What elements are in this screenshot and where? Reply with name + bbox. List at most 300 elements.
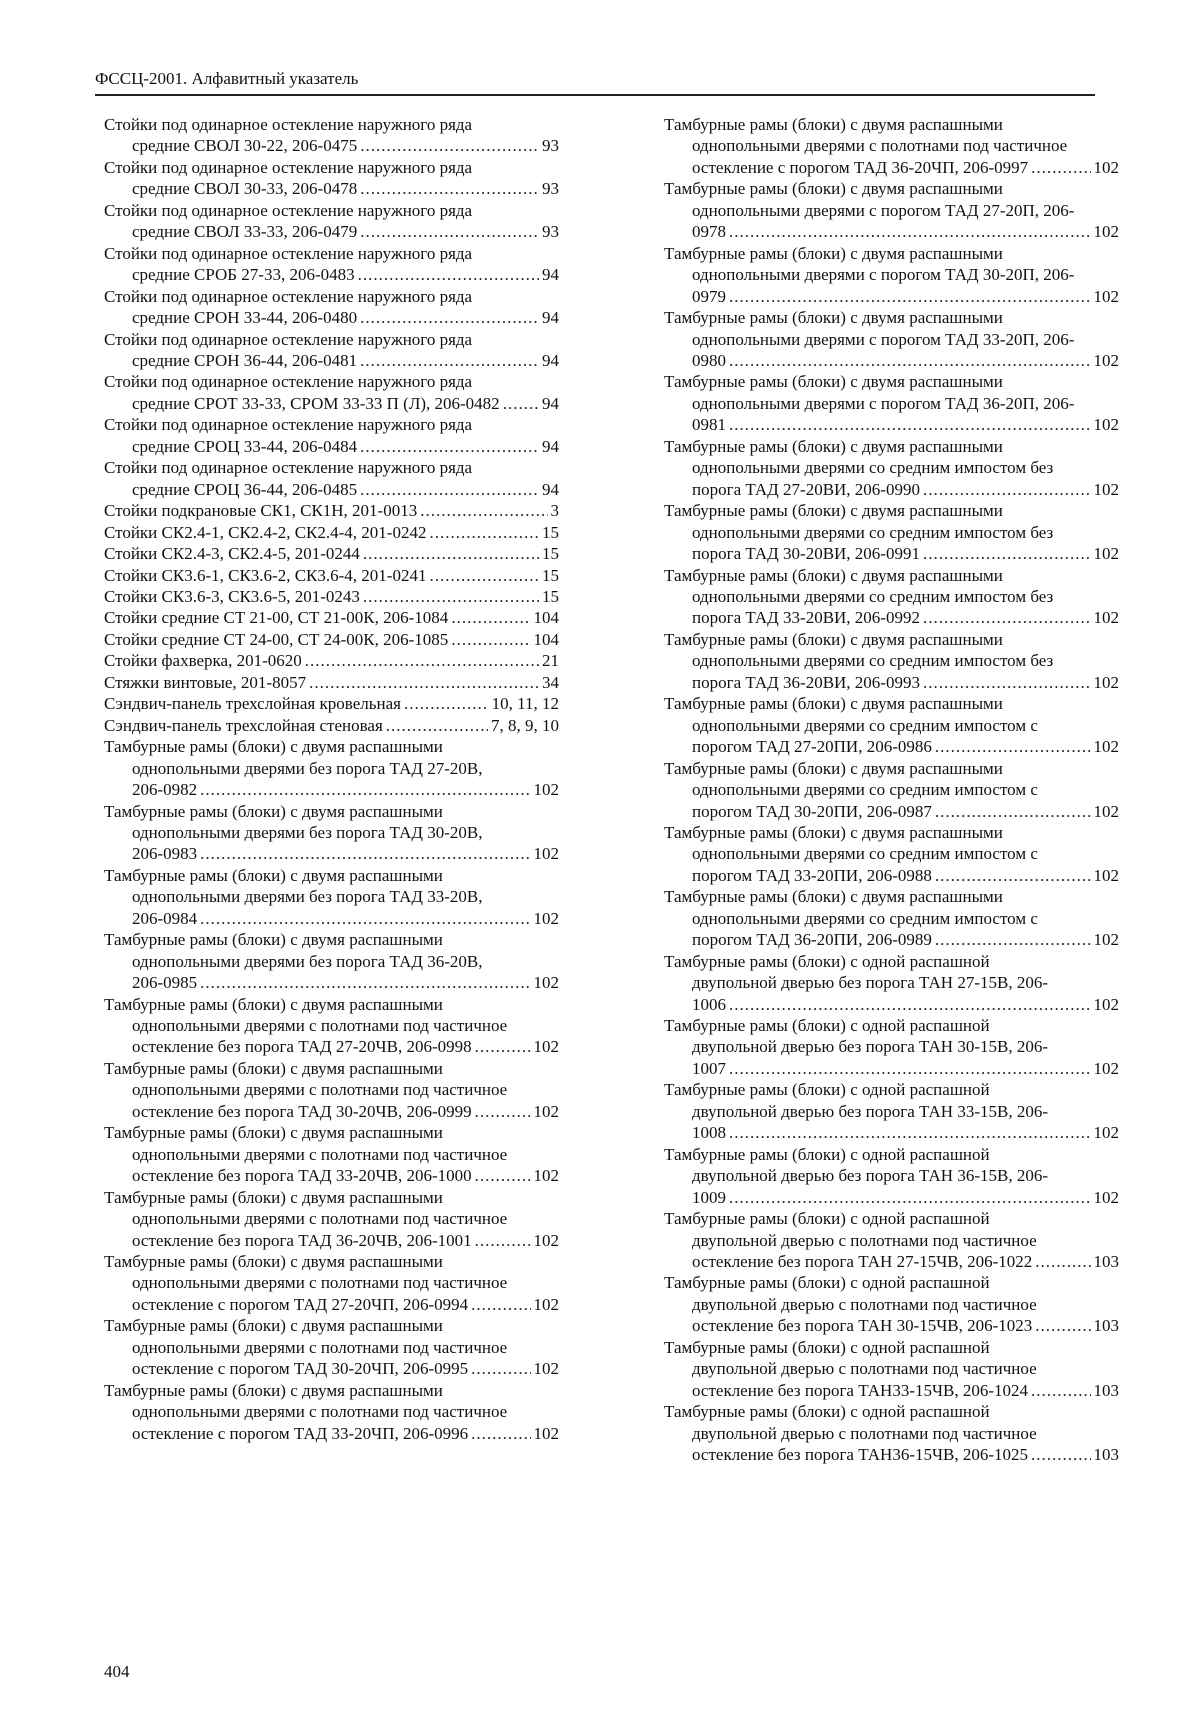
index-entry xyxy=(664,629,1119,693)
entry-line: двупольной дверью без порога ТАН 36-15В, 206- xyxy=(692,1166,1048,1186)
entry-page-ref: 94 xyxy=(542,479,559,499)
dot-leader xyxy=(923,479,1091,500)
index-entry xyxy=(664,565,1119,629)
dot-leader xyxy=(200,843,530,864)
entry-text: Сэндвич-панель трехслойная кровельная xyxy=(104,694,401,714)
entry-line: однопольными дверями с полотнами под частичное xyxy=(132,1337,508,1357)
entry-last-line xyxy=(664,607,1119,628)
entry-text: Стойки СК3.6-3, СК3.6-5, 201-0243 xyxy=(104,586,360,606)
entry-page-ref: 15 xyxy=(542,544,559,564)
entry-text: средние СРОЦ 36-44, 206-0485 xyxy=(132,479,358,499)
entry-line: однопольными дверями с полотнами под частичное xyxy=(132,1144,508,1164)
entry-text: остекление без порога ТАН 30-15ЧВ, 206-1023 xyxy=(692,1316,1033,1336)
entry-page-ref: 102 xyxy=(1093,672,1119,692)
entry-page-ref: 102 xyxy=(533,1230,559,1250)
dot-leader xyxy=(471,1294,530,1315)
dot-leader xyxy=(729,1187,1091,1208)
entry-line: Тамбурные рамы (блоки) с одной распашной xyxy=(664,951,990,971)
entry-line: однопольными дверями без порога ТАД 27-20В, xyxy=(132,758,483,778)
entry-line: двупольной дверью с полотнами под частичное xyxy=(692,1294,1037,1314)
entry-last-line xyxy=(104,908,559,929)
entry-text: остекление с порогом ТАД 33-20ЧП, 206-0996 xyxy=(132,1423,469,1443)
entry-line: однопольными дверями с полотнами под частичное xyxy=(132,1209,508,1229)
entry-last-line xyxy=(104,715,559,736)
entry-last-line xyxy=(104,436,559,457)
index-entry xyxy=(104,286,559,329)
dot-leader xyxy=(729,350,1091,371)
entry-line: однопольными дверями с полотнами под частичное xyxy=(132,1273,508,1293)
entry-line: двупольной дверью без порога ТАН 30-15В, 206- xyxy=(692,1037,1048,1057)
index-entry xyxy=(664,822,1119,886)
dot-leader xyxy=(935,801,1091,822)
dot-leader xyxy=(1031,1380,1090,1401)
dot-leader xyxy=(363,586,539,607)
index-entry xyxy=(664,436,1119,500)
entry-last-line xyxy=(104,479,559,500)
entry-line: Стойки под одинарное остекление наружного ряда xyxy=(104,115,473,134)
dot-leader xyxy=(1035,1251,1090,1272)
dot-leader xyxy=(1031,157,1090,178)
index-entry xyxy=(104,1251,559,1315)
index-entry xyxy=(664,371,1119,435)
entry-text: остекление с порогом ТАД 27-20ЧП, 206-0994 xyxy=(132,1294,469,1314)
dot-leader xyxy=(475,1101,531,1122)
entry-last-line xyxy=(664,1187,1119,1208)
entry-last-line xyxy=(104,1165,559,1186)
entry-text: 0979 xyxy=(692,286,726,306)
entry-line: однопольными дверями со средним импостом с xyxy=(692,715,1038,735)
entry-page-ref: 102 xyxy=(1093,1187,1119,1207)
entry-text: Сэндвич-панель трехслойная стеновая xyxy=(104,715,383,735)
entry-last-line xyxy=(104,500,559,521)
index-entry xyxy=(104,500,559,521)
index-entry xyxy=(104,607,559,628)
entry-text: Стойки средние СТ 21-00, СТ 21-00К, 206-1084 xyxy=(104,608,449,628)
dot-leader xyxy=(386,715,488,736)
index-entry xyxy=(104,586,559,607)
entry-page-ref: 102 xyxy=(1093,1123,1119,1143)
index-entry xyxy=(104,672,559,693)
entry-last-line xyxy=(664,286,1119,307)
entry-last-line xyxy=(664,672,1119,693)
index-entry xyxy=(104,650,559,671)
entry-text: Стойки СК3.6-1, СК3.6-2, СК3.6-4, 201-0241 xyxy=(104,565,427,585)
index-entry xyxy=(104,994,559,1058)
dot-leader xyxy=(1035,1315,1090,1336)
entry-line: Стойки под одинарное остекление наружного ряда xyxy=(104,286,473,306)
entry-last-line xyxy=(664,929,1119,950)
entry-line: однопольными дверями с порогом ТАД 33-20П, 206- xyxy=(692,329,1075,349)
entry-last-line xyxy=(664,1122,1119,1143)
entry-line: Тамбурные рамы (блоки) с двумя распашными xyxy=(104,801,443,821)
entry-text: средние СРОН 36-44, 206-0481 xyxy=(132,350,358,370)
entry-line: Тамбурные рамы (блоки) с двумя распашными xyxy=(104,1380,443,1400)
entry-last-line xyxy=(664,543,1119,564)
dot-leader xyxy=(729,1058,1091,1079)
entry-last-line xyxy=(664,157,1119,178)
index-entry xyxy=(664,1208,1119,1272)
entry-line: однопольными дверями с полотнами под частичное xyxy=(132,1402,508,1422)
entry-text: средние СВОЛ 30-22, 206-0475 xyxy=(132,136,358,156)
entry-line: однопольными дверями со средним импостом с xyxy=(692,844,1038,864)
entry-last-line xyxy=(664,1444,1119,1465)
dot-leader xyxy=(360,436,539,457)
entry-text: 1007 xyxy=(692,1058,726,1078)
entry-text: порогом ТАД 27-20ПИ, 206-0986 xyxy=(692,737,932,757)
entry-line: Тамбурные рамы (блоки) с двумя распашными xyxy=(664,436,1003,456)
entry-text: порогом ТАД 36-20ПИ, 206-0989 xyxy=(692,930,932,950)
entry-line: Тамбурные рамы (блоки) с двумя распашными xyxy=(664,179,1003,199)
entry-last-line xyxy=(104,221,559,242)
running-header: ФССЦ-2001. Алфавитный указатель xyxy=(95,69,359,88)
index-entry xyxy=(664,243,1119,307)
entry-line: Тамбурные рамы (блоки) с двумя распашными xyxy=(664,887,1003,907)
entry-last-line xyxy=(104,178,559,199)
entry-text: 206-0982 xyxy=(132,780,198,800)
dot-leader xyxy=(200,779,530,800)
entry-page-ref: 102 xyxy=(1093,157,1119,177)
entry-text: порога ТАД 36-20ВИ, 206-0993 xyxy=(692,672,920,692)
entry-line: Тамбурные рамы (блоки) с одной распашной xyxy=(664,1209,990,1229)
entry-text: 1008 xyxy=(692,1123,726,1143)
index-entry xyxy=(664,178,1119,242)
entry-page-ref: 102 xyxy=(1093,801,1119,821)
entry-line: Стойки под одинарное остекление наружного ряда xyxy=(104,415,473,435)
entry-line: Стойки под одинарное остекление наружного ряда xyxy=(104,157,473,177)
dot-leader xyxy=(451,629,530,650)
entry-line: Тамбурные рамы (блоки) с двумя распашными xyxy=(664,372,1003,392)
entry-page-ref: 102 xyxy=(533,1423,559,1443)
entry-text: остекление без порога ТАД 36-20ЧВ, 206-1001 xyxy=(132,1230,472,1250)
dot-leader xyxy=(471,1358,530,1379)
entry-text: средние СВОЛ 30-33, 206-0478 xyxy=(132,179,358,199)
index-entry xyxy=(104,200,559,243)
index-entry xyxy=(104,736,559,800)
entry-line: двупольной дверью с полотнами под частичное xyxy=(692,1423,1037,1443)
entry-last-line xyxy=(104,350,559,371)
dot-leader xyxy=(429,565,539,586)
dot-leader xyxy=(200,908,530,929)
entry-line: однопольными дверями без порога ТАД 30-20В, xyxy=(132,822,483,842)
entry-text: средние СВОЛ 33-33, 206-0479 xyxy=(132,222,358,242)
entry-line: Тамбурные рамы (блоки) с двумя распашными xyxy=(664,822,1003,842)
index-entry xyxy=(104,929,559,993)
entry-page-ref: 102 xyxy=(1093,544,1119,564)
index-entry xyxy=(104,157,559,200)
entry-last-line xyxy=(104,264,559,285)
entry-line: Тамбурные рамы (блоки) с одной распашной xyxy=(664,1402,990,1422)
entry-line: Тамбурные рамы (блоки) с одной распашной xyxy=(664,1337,990,1357)
entry-last-line xyxy=(104,307,559,328)
entry-line: Стойки под одинарное остекление наружного ряда xyxy=(104,458,473,478)
entry-text: 206-0985 xyxy=(132,973,198,993)
entry-line: Стойки под одинарное остекление наружного ряда xyxy=(104,372,473,392)
entry-text: 0978 xyxy=(692,222,726,242)
entry-page-ref: 94 xyxy=(542,265,559,285)
entry-line: Тамбурные рамы (блоки) с двумя распашными xyxy=(664,629,1003,649)
entry-line: Тамбурные рамы (блоки) с двумя распашными xyxy=(664,115,1003,134)
entry-text: остекление без порога ТАН 27-15ЧВ, 206-1022 xyxy=(692,1252,1033,1272)
entry-line: однопольными дверями с порогом ТАД 27-20П, 206- xyxy=(692,200,1075,220)
entry-line: однопольными дверями с полотнами под частичное xyxy=(692,136,1068,156)
entry-last-line xyxy=(104,1101,559,1122)
entry-text: 0981 xyxy=(692,415,726,435)
entry-page-ref: 93 xyxy=(542,222,559,242)
index-entry xyxy=(664,886,1119,950)
index-entry xyxy=(104,1058,559,1122)
entry-page-ref: 102 xyxy=(1093,865,1119,885)
dot-leader xyxy=(935,736,1091,757)
entry-text: средние СРОТ 33-33, СРОМ 33-33 П (Л), 206-0482 xyxy=(132,393,500,413)
index-entry xyxy=(104,715,559,736)
entry-page-ref: 103 xyxy=(1093,1380,1119,1400)
entry-text: Стойки средние СТ 24-00, СТ 24-00К, 206-1085 xyxy=(104,629,449,649)
dot-leader xyxy=(503,393,539,414)
entry-last-line xyxy=(664,1315,1119,1336)
dot-leader xyxy=(360,350,539,371)
entry-text: остекление с порогом ТАД 36-20ЧП, 206-0997 xyxy=(692,157,1029,177)
entry-page-ref: 94 xyxy=(542,308,559,328)
index-entry xyxy=(104,1380,559,1444)
dot-leader xyxy=(729,414,1091,435)
entry-line: однопольными дверями со средним импостом с xyxy=(692,780,1038,800)
index-entry xyxy=(104,1187,559,1251)
dot-leader xyxy=(420,500,547,521)
index-entry xyxy=(104,1315,559,1379)
dot-leader xyxy=(360,135,539,156)
index-entry xyxy=(104,1122,559,1186)
entry-page-ref: 7, 8, 9, 10 xyxy=(491,715,559,735)
entry-page-ref: 103 xyxy=(1093,1445,1119,1465)
entry-page-ref: 102 xyxy=(533,844,559,864)
entry-text: Стойки подкрановые СК1, СК1Н, 201-0013 xyxy=(104,501,418,521)
entry-text: 206-0983 xyxy=(132,844,198,864)
entry-page-ref: 102 xyxy=(533,1294,559,1314)
dot-leader xyxy=(935,929,1091,950)
entry-page-ref: 103 xyxy=(1093,1316,1119,1336)
entry-last-line xyxy=(104,650,559,671)
entry-page-ref: 102 xyxy=(533,1359,559,1379)
entry-line: Тамбурные рамы (блоки) с двумя распашными xyxy=(664,243,1003,263)
entry-last-line xyxy=(104,1294,559,1315)
entry-page-ref: 94 xyxy=(542,350,559,370)
entry-text: средние СРОЦ 33-44, 206-0484 xyxy=(132,436,358,456)
entry-last-line xyxy=(664,221,1119,242)
entry-text: остекление с порогом ТАД 30-20ЧП, 206-0995 xyxy=(132,1359,469,1379)
entry-last-line xyxy=(664,1251,1119,1272)
dot-leader xyxy=(923,607,1091,628)
dot-leader xyxy=(475,1036,531,1057)
entry-page-ref: 102 xyxy=(533,1037,559,1057)
dot-leader xyxy=(475,1230,531,1251)
index-entry xyxy=(104,371,559,414)
entry-last-line xyxy=(104,1230,559,1251)
entry-page-ref: 102 xyxy=(533,780,559,800)
entry-last-line xyxy=(104,1358,559,1379)
entry-line: однопольными дверями с полотнами под частичное xyxy=(132,1080,508,1100)
entry-text: 206-0984 xyxy=(132,908,198,928)
entry-line: Тамбурные рамы (блоки) с двумя распашными xyxy=(104,737,443,757)
entry-page-ref: 21 xyxy=(542,651,559,671)
entry-text: средние СРОН 33-44, 206-0480 xyxy=(132,308,358,328)
entry-page-ref: 102 xyxy=(533,1166,559,1186)
entry-line: Тамбурные рамы (блоки) с двумя распашными xyxy=(104,865,443,885)
entry-last-line xyxy=(104,522,559,543)
entry-line: Тамбурные рамы (блоки) с двумя распашными xyxy=(664,308,1003,328)
entry-text: порога ТАД 30-20ВИ, 206-0991 xyxy=(692,544,920,564)
entry-last-line xyxy=(664,736,1119,757)
entry-line: двупольной дверью с полотнами под частичное xyxy=(692,1359,1037,1379)
dot-leader xyxy=(923,672,1091,693)
entry-page-ref: 102 xyxy=(1093,415,1119,435)
entry-last-line xyxy=(104,972,559,993)
dot-leader xyxy=(363,543,539,564)
entry-last-line xyxy=(104,586,559,607)
entry-page-ref: 15 xyxy=(542,522,559,542)
entry-line: Тамбурные рамы (блоки) с двумя распашными xyxy=(664,565,1003,585)
entry-text: Стойки СК2.4-1, СК2.4-2, СК2.4-4, 201-0242 xyxy=(104,522,427,542)
entry-text: 1009 xyxy=(692,1187,726,1207)
dot-leader xyxy=(1031,1444,1090,1465)
entry-text: Стяжки винтовые, 201-8057 xyxy=(104,672,307,692)
index-entry xyxy=(664,951,1119,1015)
dot-leader xyxy=(923,543,1091,564)
entry-line: Стойки под одинарное остекление наружного ряда xyxy=(104,329,473,349)
entry-page-ref: 34 xyxy=(542,672,559,692)
entry-line: Тамбурные рамы (блоки) с двумя распашными xyxy=(664,758,1003,778)
entry-text: остекление без порога ТАД 33-20ЧВ, 206-1000 xyxy=(132,1166,472,1186)
entry-page-ref: 15 xyxy=(542,586,559,606)
dot-leader xyxy=(305,650,539,671)
dot-leader xyxy=(360,307,539,328)
dot-leader xyxy=(729,1122,1091,1143)
entry-text: порога ТАД 27-20ВИ, 206-0990 xyxy=(692,479,920,499)
entry-line: двупольной дверью без порога ТАН 33-15В, 206- xyxy=(692,1101,1048,1121)
entry-line: Стойки под одинарное остекление наружного ряда xyxy=(104,200,473,220)
entry-line: двупольной дверью без порога ТАН 27-15В, 206- xyxy=(692,973,1048,993)
index-entry xyxy=(104,801,559,865)
entry-line: Тамбурные рамы (блоки) с двумя распашными xyxy=(104,1316,443,1336)
entry-text: 0980 xyxy=(692,350,726,370)
entry-line: Тамбурные рамы (блоки) с двумя распашными xyxy=(664,694,1003,714)
dot-leader xyxy=(471,1423,530,1444)
entry-page-ref: 102 xyxy=(1093,350,1119,370)
entry-text: остекление без порога ТАД 30-20ЧВ, 206-0999 xyxy=(132,1101,472,1121)
entry-page-ref: 3 xyxy=(550,501,559,521)
entry-line: Тамбурные рамы (блоки) с двумя распашными xyxy=(104,994,443,1014)
entry-text: средние СРОБ 27-33, 206-0483 xyxy=(132,265,355,285)
entry-last-line xyxy=(664,479,1119,500)
entry-page-ref: 102 xyxy=(1093,479,1119,499)
entry-page-ref: 102 xyxy=(1093,737,1119,757)
entry-page-ref: 102 xyxy=(533,973,559,993)
entry-page-ref: 102 xyxy=(1093,222,1119,242)
entry-text: Стойки СК2.4-3, СК2.4-5, 201-0244 xyxy=(104,544,360,564)
index-column-left xyxy=(104,114,559,1444)
entry-text: остекление без порога ТАД 27-20ЧВ, 206-0998 xyxy=(132,1037,472,1057)
entry-page-ref: 102 xyxy=(1093,286,1119,306)
entry-last-line xyxy=(104,1036,559,1057)
entry-page-ref: 102 xyxy=(1093,1058,1119,1078)
entry-last-line xyxy=(664,350,1119,371)
dot-leader xyxy=(451,607,530,628)
index-entry xyxy=(104,865,559,929)
index-entry xyxy=(104,414,559,457)
entry-page-ref: 94 xyxy=(542,393,559,413)
entry-page-ref: 102 xyxy=(1093,608,1119,628)
dot-leader xyxy=(729,221,1091,242)
entry-page-ref: 15 xyxy=(542,565,559,585)
index-entry xyxy=(664,307,1119,371)
page-number: 404 xyxy=(104,1662,130,1681)
entry-line: Тамбурные рамы (блоки) с двумя распашными xyxy=(104,1123,443,1143)
entry-page-ref: 93 xyxy=(542,179,559,199)
dot-leader xyxy=(935,865,1091,886)
index-entry xyxy=(664,758,1119,822)
entry-line: однопольными дверями с полотнами под частичное xyxy=(132,1016,508,1036)
entry-page-ref: 103 xyxy=(1093,1252,1119,1272)
entry-line: однопольными дверями со средним импостом без xyxy=(692,586,1054,606)
dot-leader xyxy=(729,994,1091,1015)
entry-text: остекление без порога ТАН33-15ЧВ, 206-1024 xyxy=(692,1380,1029,1400)
entry-last-line xyxy=(664,1058,1119,1079)
entry-line: однопольными дверями с порогом ТАД 30-20П, 206- xyxy=(692,265,1075,285)
entry-page-ref: 102 xyxy=(1093,994,1119,1014)
dot-leader xyxy=(475,1165,531,1186)
index-entry xyxy=(104,565,559,586)
index-entry xyxy=(664,1401,1119,1465)
header-rule xyxy=(95,94,1095,96)
entry-last-line xyxy=(104,779,559,800)
entry-last-line xyxy=(664,414,1119,435)
dot-leader xyxy=(404,693,489,714)
entry-last-line xyxy=(104,1423,559,1444)
entry-text: 1006 xyxy=(692,994,726,1014)
index-entry xyxy=(104,522,559,543)
entry-line: Стойки под одинарное остекление наружного ряда xyxy=(104,243,473,263)
index-entry xyxy=(664,1015,1119,1079)
dot-leader xyxy=(358,264,539,285)
entry-page-ref: 102 xyxy=(533,908,559,928)
entry-page-ref: 10, 11, 12 xyxy=(491,694,559,714)
entry-line: однопольными дверями со средним импостом с xyxy=(692,908,1038,928)
dot-leader xyxy=(200,972,530,993)
entry-line: Тамбурные рамы (блоки) с двумя распашными xyxy=(104,1252,443,1272)
entry-line: однопольными дверями со средним импостом без xyxy=(692,651,1054,671)
index-column-right xyxy=(664,114,1119,1466)
entry-last-line xyxy=(104,565,559,586)
entry-page-ref: 102 xyxy=(1093,930,1119,950)
index-entry xyxy=(104,243,559,286)
entry-line: Тамбурные рамы (блоки) с одной распашной xyxy=(664,1273,990,1293)
dot-leader xyxy=(360,221,539,242)
entry-line: Тамбурные рамы (блоки) с двумя распашными xyxy=(104,1058,443,1078)
index-entry xyxy=(664,693,1119,757)
entry-last-line xyxy=(104,607,559,628)
index-entry xyxy=(664,114,1119,178)
entry-line: Тамбурные рамы (блоки) с двумя распашными xyxy=(104,930,443,950)
entry-last-line xyxy=(104,693,559,714)
index-entry xyxy=(664,1144,1119,1208)
entry-text: остекление без порога ТАН36-15ЧВ, 206-1025 xyxy=(692,1445,1029,1465)
dot-leader xyxy=(309,672,539,693)
dot-leader xyxy=(360,479,539,500)
index-entry xyxy=(664,500,1119,564)
entry-line: однопольными дверями со средним импостом без xyxy=(692,522,1054,542)
index-entry xyxy=(104,329,559,372)
index-entry xyxy=(664,1079,1119,1143)
entry-text: порогом ТАД 30-20ПИ, 206-0987 xyxy=(692,801,932,821)
